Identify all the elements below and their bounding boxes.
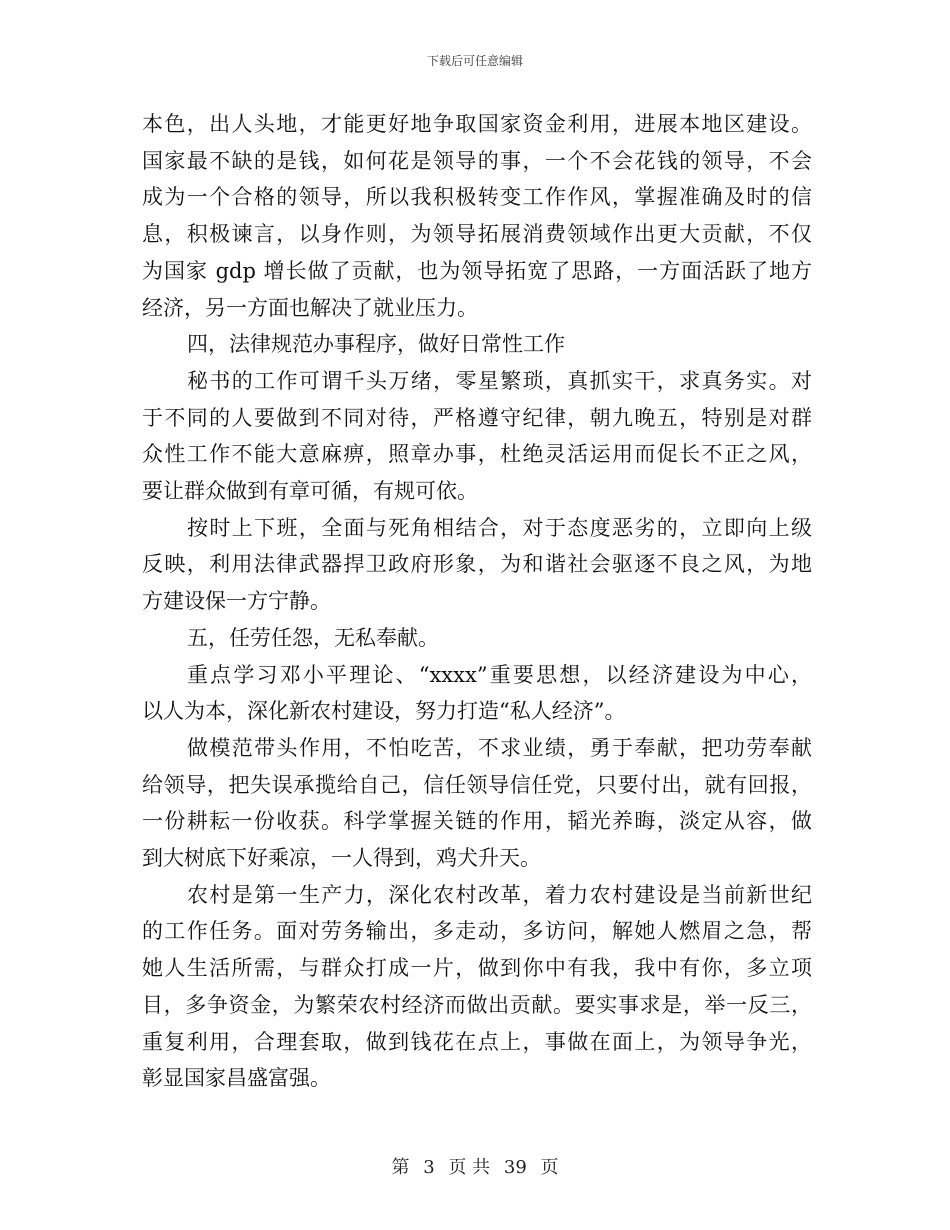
text-line: 要让群众做到有章可循，有规可依。	[142, 479, 478, 504]
text-line: 反映，利用法律武器捍卫政府形象，为和谐社会驱逐不良之风，为地	[142, 552, 812, 577]
footer-suffix: 页	[540, 1157, 559, 1178]
paragraph	[142, 326, 812, 363]
document-body	[142, 106, 812, 1097]
text-line: 经济，另一方面也解决了就业压力。	[142, 295, 478, 320]
text-line: 按时上下班，全面与死角相结合，对于态度恶劣的，立即向上级	[187, 515, 812, 540]
text-line: 农村是第一生产力，深化农村改革，着力农村建设是当前新世纪	[187, 882, 812, 907]
paragraph	[142, 877, 812, 1097]
paragraph	[142, 106, 812, 326]
text-line: 给领导，把失误承揽给自己，信任领导信任党，只要付出，就有回报，	[142, 772, 812, 797]
text-line: 重复利用，合理套取，做到钱花在点上，事做在面上，为领导争光，	[142, 1029, 812, 1054]
text-line: 以人为本，深化新农村建设，努力打造“私人经济”。	[142, 699, 626, 724]
text-line: 五，任劳任怨，无私奉献。	[187, 625, 439, 650]
text-line: 众性工作不能大意麻痹，照章办事，杜绝灵活运用而促长不正之风，	[142, 442, 812, 467]
text-line: 彰显国家昌盛富强。	[142, 1066, 331, 1091]
text-line: 她人生活所需，与群众打成一片，做到你中有我，我中有你，多立项	[142, 956, 812, 981]
footer-middle: 页 共	[448, 1157, 491, 1178]
text-line: 重点学习邓小平理论、“xxxx”重要思想，以经济建设为中心，	[187, 662, 812, 687]
text-line: 秘书的工作可谓千头万绪，零星繁琐，真抓实干，求真务实。对	[187, 368, 812, 393]
text-line: 做模范带头作用，不怕吃苦，不求业绩，勇于奉献，把功劳奉献	[187, 735, 812, 760]
paragraph	[142, 657, 812, 730]
text-line: 四，法律规范办事程序，做好日常性工作	[187, 332, 565, 357]
text-line: 成为一个合格的领导，所以我积极转变工作作风，掌握准确及时的信	[142, 185, 812, 210]
page-footer	[0, 1153, 950, 1179]
text-line: 本色，出人头地，才能更好地争取国家资金利用，进展本地区建设。	[142, 112, 812, 136]
paragraph	[142, 620, 812, 657]
text-line: 的工作任务。面对劳务输出，多走动，多访问，解她人燃眉之急，帮	[142, 919, 812, 944]
text-line: 于不同的人要做到不同对待，严格遵守纪律，朝九晚五，特别是对群	[142, 405, 812, 430]
paragraph	[142, 730, 812, 877]
footer-total-pages: 39	[503, 1157, 527, 1178]
text-line: 国家最不缺的是钱，如何花是领导的事，一个不会花钱的领导，不会	[142, 148, 812, 173]
text-line: 一份耕耘一份收获。科学掌握关链的作用，韬光养晦，淡定从容，做	[142, 809, 812, 834]
text-line: 目，多争资金，为繁荣农村经济而做出贡献。要实事求是，举一反三，	[142, 992, 812, 1017]
page-header: 下载后可任意编辑	[426, 54, 523, 68]
paragraph	[142, 510, 812, 620]
footer-page-number: 3	[423, 1157, 435, 1178]
text-line: 方建设保一方宁静。	[142, 589, 331, 614]
paragraph	[142, 363, 812, 510]
text-line: 息，积极谏言，以身作则，为领导拓展消费领域作出更大贡献，不仅	[142, 222, 812, 247]
text-line: 到大树底下好乘凉，一人得到，鸡犬升天。	[142, 846, 541, 871]
footer-prefix: 第	[391, 1157, 410, 1178]
text-line: 为国家 gdp 增长做了贡献，也为领导拓宽了思路，一方面活跃了地方	[142, 258, 812, 283]
